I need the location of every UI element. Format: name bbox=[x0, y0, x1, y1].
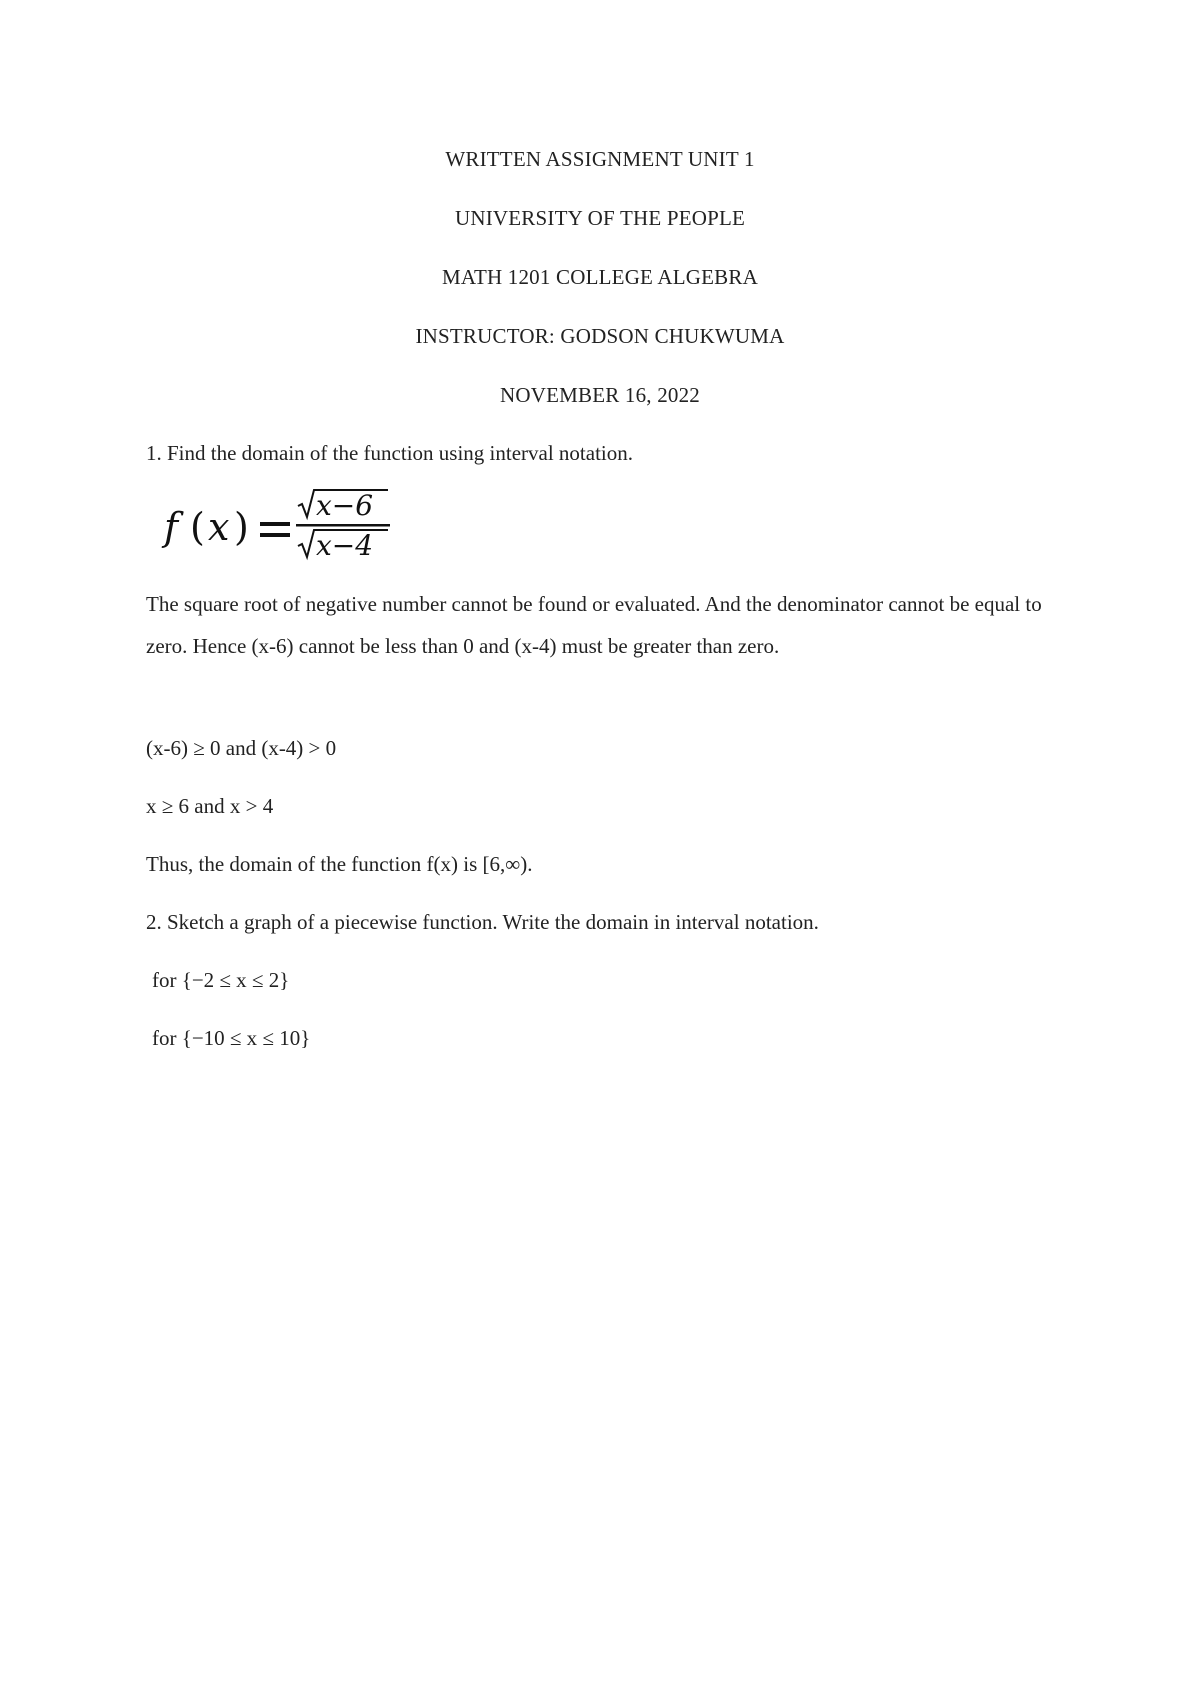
formula-function-name: f bbox=[164, 505, 179, 549]
fraction-bar bbox=[296, 524, 390, 527]
assignment-title: WRITTEN ASSIGNMENT UNIT 1 bbox=[445, 147, 755, 171]
equals-sign-bottom bbox=[260, 533, 290, 537]
formula-close-paren: ) bbox=[234, 505, 249, 549]
piecewise-condition-2: for {−10 ≤ x ≤ 10} bbox=[152, 1026, 311, 1050]
formula-graphic bbox=[160, 488, 420, 568]
piecewise-condition-1: for {−2 ≤ x ≤ 2} bbox=[152, 968, 290, 992]
university-name: UNIVERSITY OF THE PEOPLE bbox=[454, 206, 746, 230]
formula-variable: x bbox=[208, 505, 230, 549]
assignment-date: NOVEMBER 16, 2022 bbox=[500, 383, 700, 407]
formula-open-paren: ( bbox=[190, 505, 205, 549]
question-2-prompt: 2. Sketch a graph of a piecewise function. Write the domain in interval notation. bbox=[146, 910, 819, 934]
question-1-explanation: The square root of negative number cannot be found or evaluated. And the denominator cannot be equal to zero. Hence (x-6) cannot be less than 0 and (x-4) must be greater than zero. bbox=[146, 592, 1042, 658]
instructor-name: INSTRUCTOR: GODSON CHUKWUMA bbox=[415, 324, 785, 348]
formula-numerator: x−6 bbox=[316, 489, 374, 522]
formula-denominator: x−4 bbox=[316, 529, 374, 562]
course-name: MATH 1201 COLLEGE ALGEBRA bbox=[442, 265, 758, 289]
domain-formula bbox=[160, 488, 420, 568]
question-1-prompt: 1. Find the domain of the function using interval notation. bbox=[146, 441, 634, 465]
question-1-step-1: (x-6) ≥ 0 and (x-4) > 0 bbox=[146, 736, 337, 760]
question-1-conclusion: Thus, the domain of the function f(x) is [6,∞). bbox=[146, 852, 533, 876]
question-1-step-2: x ≥ 6 and x > 4 bbox=[146, 794, 274, 818]
equals-sign-top bbox=[260, 522, 290, 526]
